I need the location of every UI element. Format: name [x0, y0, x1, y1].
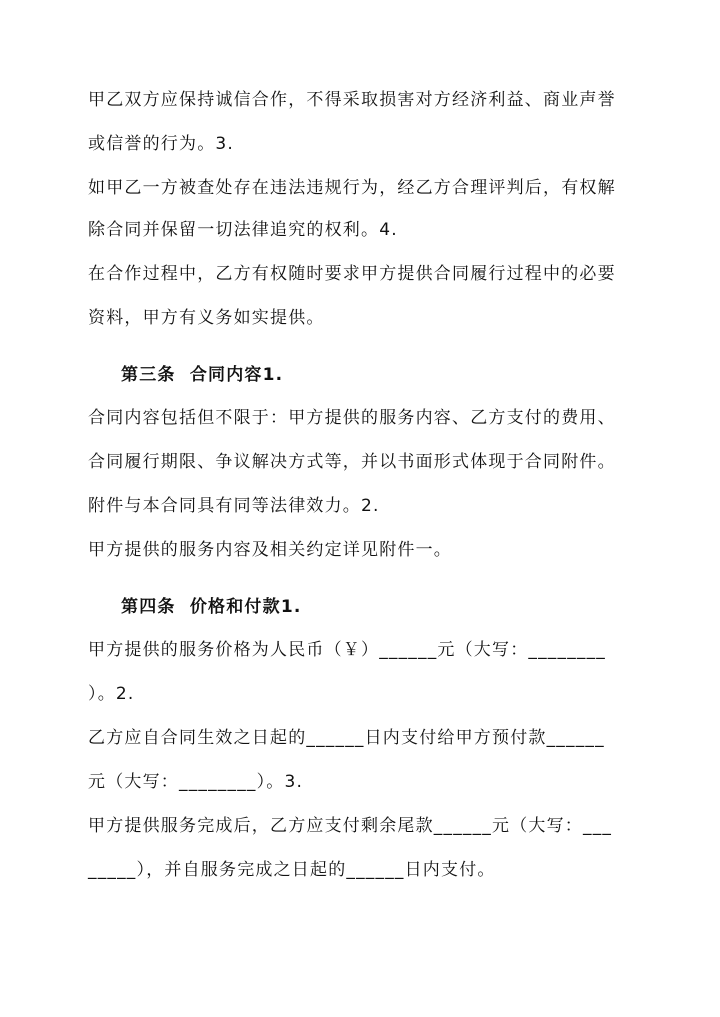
paragraph-line: 元（大写：________）。3.: [88, 772, 304, 792]
paragraph-line: 合同内容包括但不限于：甲方提供的服务内容、乙方支付的费用、: [88, 408, 616, 428]
paragraph-line: _____），并自服务完成之日起的______日内支付。: [88, 860, 496, 880]
paragraph-line: 乙方应自合同生效之日起的______日内支付给甲方预付款______: [88, 728, 605, 748]
paragraph-line: 甲方提供的服务价格为人民币（￥）______元（大写：________: [88, 640, 606, 660]
paragraph-line: 除合同并保留一切法律追究的权利。4.: [88, 220, 398, 240]
article-3-heading: 第三条 合同内容1.: [121, 365, 284, 385]
article-4-heading: 第四条 价格和付款1.: [121, 597, 302, 617]
paragraph-line: 附件与本合同具有同等法律效力。2.: [88, 496, 380, 516]
paragraph-line: 如甲乙一方被查处存在违法违规行为，经乙方合理评判后，有权解: [88, 178, 616, 198]
paragraph-line: 甲方提供的服务内容及相关约定详见附件一。: [88, 540, 452, 560]
paragraph-line: 甲方提供服务完成后，乙方应支付剩余尾款______元（大写：___: [88, 816, 613, 836]
paragraph-line: 资料，甲方有义务如实提供。: [88, 308, 325, 328]
paragraph-line: ）。2.: [88, 684, 135, 704]
paragraph-line: 甲乙双方应保持诚信合作，不得采取损害对方经济利益、商业声誉: [88, 90, 616, 110]
paragraph-line: 在合作过程中，乙方有权随时要求甲方提供合同履行过程中的必要: [88, 264, 616, 284]
paragraph-line: 合同履行期限、争议解决方式等，并以书面形式体现于合同附件。: [88, 452, 616, 472]
paragraph-line: 或信誉的行为。3.: [88, 134, 235, 154]
